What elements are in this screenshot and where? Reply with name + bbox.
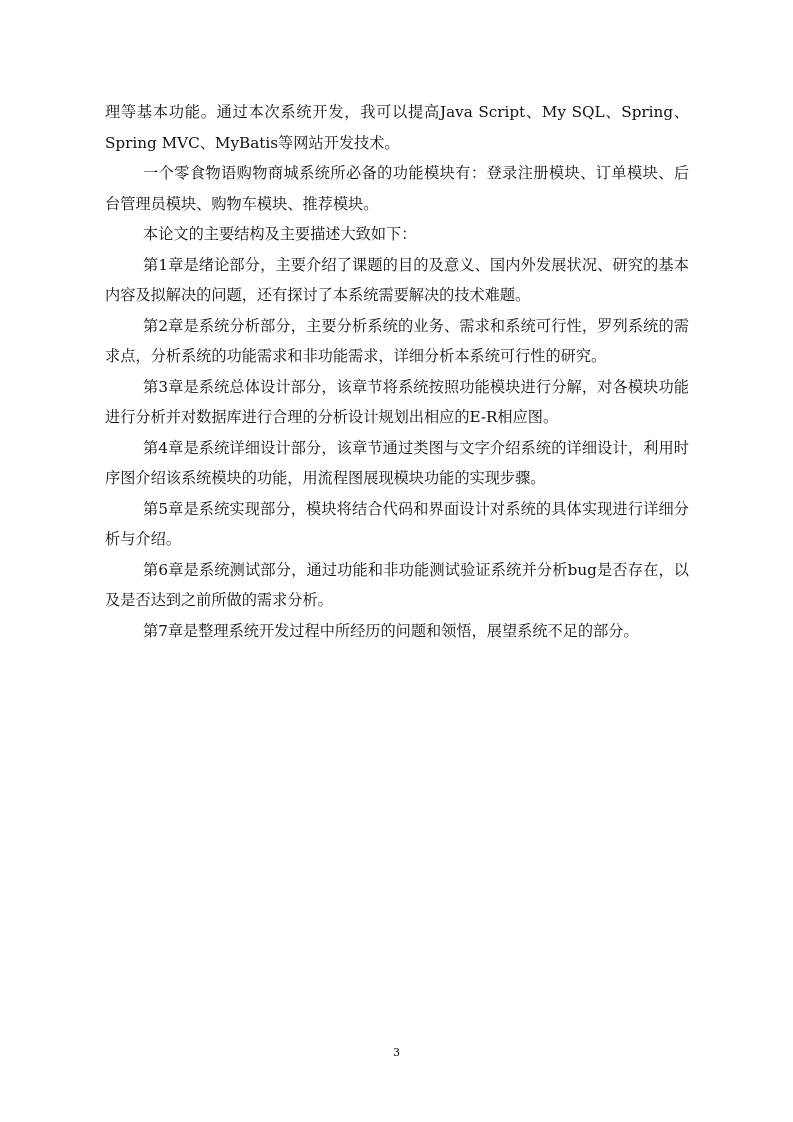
page-number: 3: [393, 1046, 400, 1059]
paragraph: 第1章是绪论部分，主要介绍了课题的目的及意义、国内外发展状况、研究的基本内容及拟解决的问题，还有探讨了本系统需要解决的技术难题。: [105, 255, 689, 304]
paragraph: 第6章是系统测试部分，通过功能和非功能测试验证系统并分析bug是否存在，以及是否达到之前所做的需求分析。: [105, 560, 689, 609]
paragraph: 一个零食物语购物商城系统所必备的功能模块有：登录注册模块、订单模块、后台管理员模块、购物车模块、推荐模块。: [105, 164, 689, 213]
paragraph: 第5章是系统实现部分，模块将结合代码和界面设计对系统的具体实现进行详细分析与介绍。: [105, 499, 689, 548]
paragraph: 第3章是系统总体设计部分，该章节将系统按照功能模块进行分解，对各模块功能进行分析并对数据库进行合理的分析设计规划出相应的E-R相应图。: [105, 377, 689, 426]
paragraph: 第4章是系统详细设计部分，该章节通过类图与文字介绍系统的详细设计，利用时序图介绍该系统模块的功能，用流程图展现模块功能的实现步骤。: [105, 438, 689, 487]
paragraph: 本论文的主要结构及主要描述大致如下：: [143, 225, 417, 243]
paragraph: 第7章是整理系统开发过程中所经历的问题和领悟，展望系统不足的部分。: [143, 621, 639, 640]
paragraph: 理等基本功能。通过本次系统开发，我可以提高Java Script、My SQL、Spring、Spring MVC、MyBatis等网站开发技术。: [105, 103, 689, 152]
paragraph: 第2章是系统分析部分，主要分析系统的业务、需求和系统可行性，罗列系统的需求点，分析系统的功能需求和非功能需求，详细分析本系统可行性的研究。: [105, 316, 689, 365]
body-text: [105, 97, 689, 646]
